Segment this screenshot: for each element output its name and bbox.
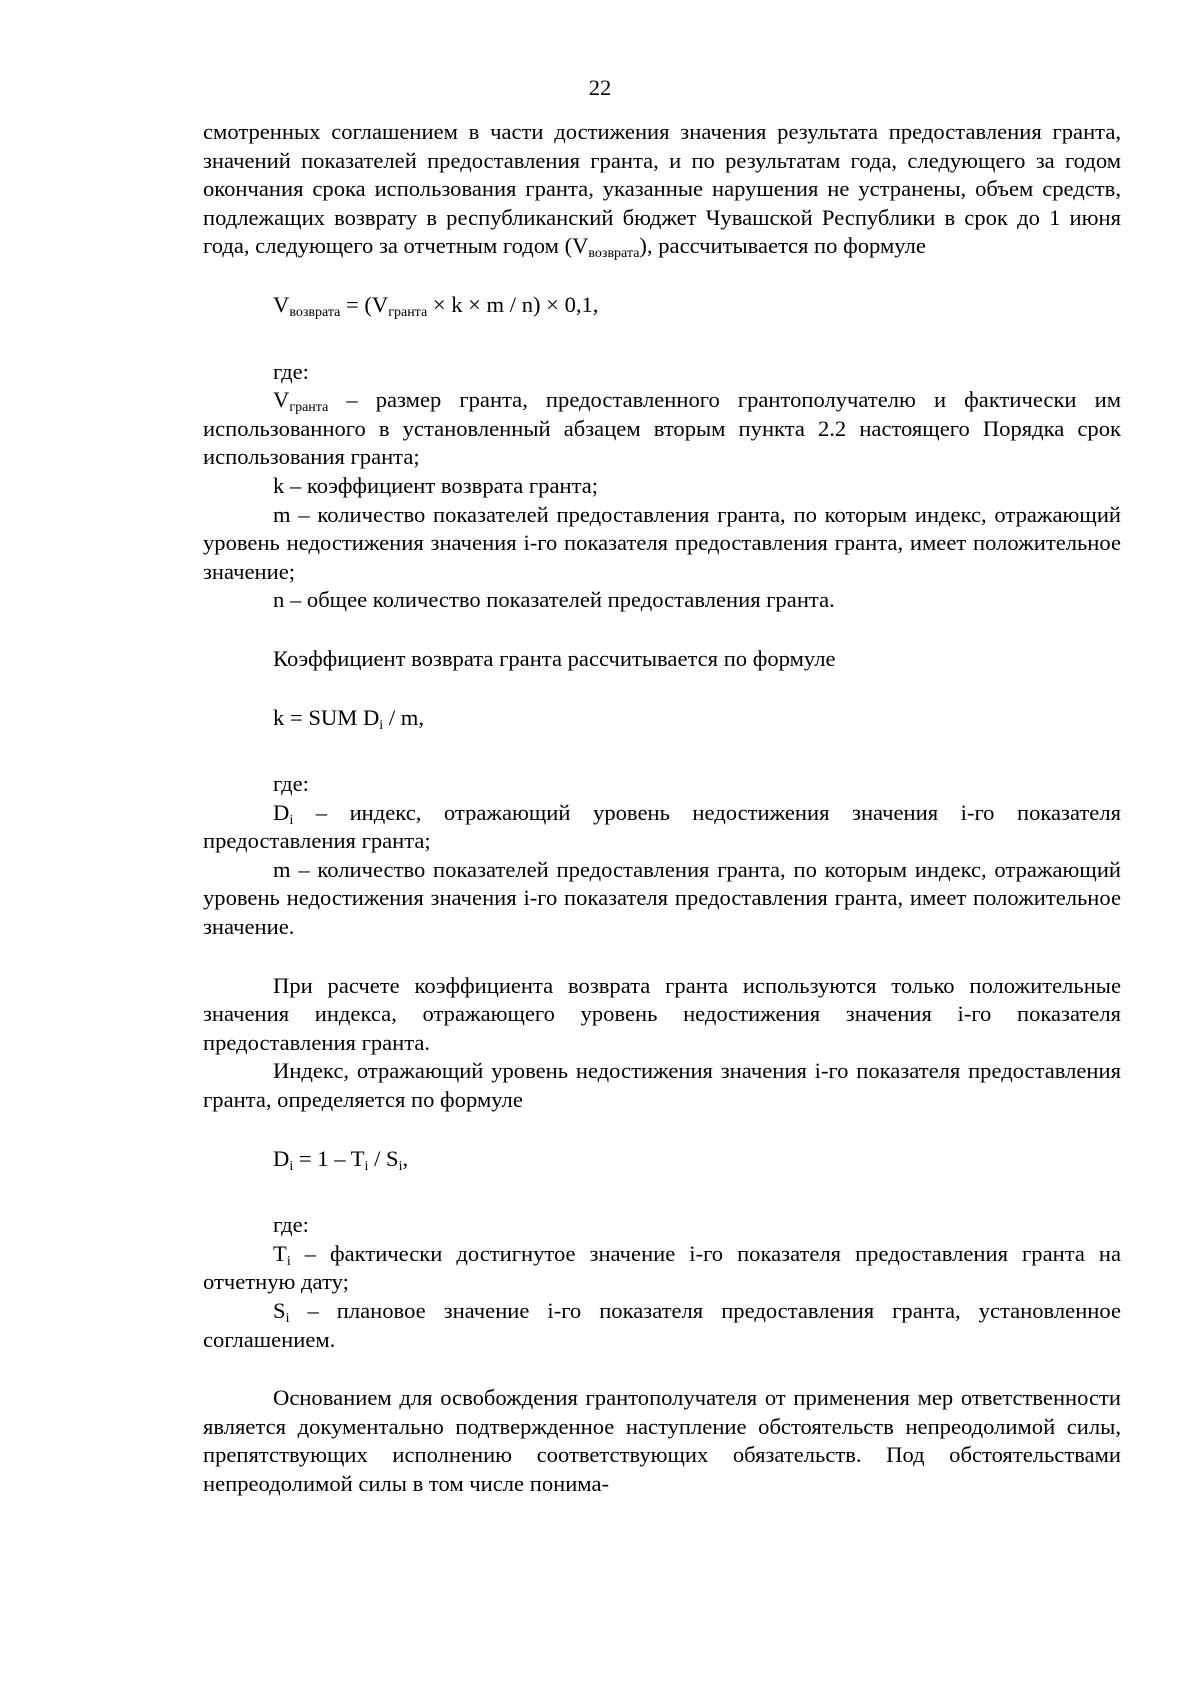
paragraph-text: смотренных соглашением в части достижения значения результата предоставления гранта, значений показателей предоставления гранта, и по результатам года, следующего за годом окончания срока использования гранта, указанные нарушения не устранены, объем средств, подлежащих возврату в республиканский бюджет Чувашской Республики в срок до 1 июня года, следующего за отчетным годом (V bbox=[203, 119, 1121, 259]
subscript: i bbox=[289, 1158, 294, 1174]
subscript: гранта bbox=[388, 304, 428, 320]
spacer bbox=[203, 1115, 1121, 1145]
where-label: где: bbox=[273, 1212, 309, 1238]
spacer bbox=[203, 942, 1121, 972]
formula-part: D bbox=[273, 1145, 290, 1171]
definition-symbol: S bbox=[273, 1298, 286, 1323]
where-label: где: bbox=[273, 771, 309, 797]
definition-text: – фактически достигнутое значение i-го показателя предоставления гранта на отчетную дату; bbox=[203, 1240, 1121, 1295]
definition-m: m – количество показателей предоставления гранта, по которым индекс, отражающий уровень недостижения значения i-го показателя предоставления гранта, имеет положительное значение. bbox=[203, 856, 1121, 940]
definition-t bbox=[203, 1240, 1121, 1297]
definition-v-grant bbox=[203, 386, 1121, 472]
definition-m: m – количество показателей предоставления гранта, по которым индекс, отражающий уровень недостижения значения i-го показателя предоставления гранта, имеет положительное значение; bbox=[203, 501, 1121, 584]
formula-part: = (V bbox=[340, 291, 389, 317]
coefficient-intro: Коэффициент возврата гранта рассчитывается по формуле bbox=[273, 645, 836, 671]
spacer bbox=[203, 615, 1121, 645]
formula-part: , bbox=[402, 1145, 409, 1171]
where-label: где: bbox=[273, 358, 309, 384]
page-number: 22 bbox=[588, 75, 612, 100]
definition-k: k – коэффициент возврата гранта; bbox=[273, 472, 599, 498]
definition-d bbox=[203, 799, 1121, 856]
definition-text: – размер гранта, предоставленного грантополучателю и фактически им использованного в установленный абзацем вторым пункта 2.2 настоящего Порядка срок использования гранта; bbox=[203, 387, 1121, 470]
page-body bbox=[203, 118, 1121, 1499]
formula-coefficient bbox=[203, 704, 1121, 733]
formula-part: = 1 – T bbox=[293, 1145, 365, 1171]
definition-s bbox=[203, 1297, 1121, 1354]
formula-symbol: V bbox=[273, 291, 290, 317]
definition-n: n – общее количество показателей предоставления гранта. bbox=[273, 587, 835, 613]
spacer bbox=[203, 320, 1121, 358]
formula-refund bbox=[203, 291, 1121, 320]
subscript: i bbox=[379, 717, 384, 733]
definition-text: – плановое значение i-го показателя предоставления гранта, установленное соглашением. bbox=[203, 1298, 1121, 1352]
paragraph-refund-volume bbox=[203, 118, 1121, 261]
paragraph-force-majeure: Основанием для освобождения грантополучателя от применения мер ответственности является документально подтвержденное наступление обстоятельств непреодолимой силы, препятствующих исполнению соответствующих обязательств. Под обстоятельствами непреодолимой силы в том числе понима- bbox=[203, 1385, 1121, 1496]
spacer bbox=[203, 1354, 1121, 1384]
formula-part: k = SUM D bbox=[273, 704, 380, 730]
subscript: i bbox=[285, 1311, 290, 1326]
paragraph-calculation: При расчете коэффициента возврата гранта используются только положительные значения индекса, отражающего уровень недостижения значения i-го показателя предоставления гранта. bbox=[203, 972, 1121, 1055]
formula-index bbox=[203, 1145, 1121, 1174]
spacer bbox=[203, 732, 1121, 770]
subscript: i bbox=[398, 1158, 403, 1174]
subscript: i bbox=[289, 812, 294, 828]
spacer bbox=[203, 674, 1121, 704]
subscript: возврата bbox=[289, 304, 341, 320]
definition-symbol: V bbox=[273, 387, 290, 413]
subscript: гранта bbox=[289, 400, 329, 416]
formula-part: × k × m / n) × 0,1, bbox=[427, 291, 599, 317]
paragraph-index: Индекс, отражающий уровень недостижения значения i-го показателя предоставления гранта, определяется по формуле bbox=[203, 1058, 1121, 1113]
paragraph-text-tail: ), рассчитываетcя по формуле bbox=[639, 233, 926, 259]
definition-text: – индекс, отражающий уровень недостижения значения i-го показателя предоставления гранта; bbox=[203, 799, 1121, 854]
spacer bbox=[203, 1173, 1121, 1211]
formula-part: / S bbox=[368, 1145, 399, 1171]
spacer bbox=[203, 261, 1121, 291]
definition-symbol: D bbox=[273, 799, 290, 825]
subscript: i bbox=[286, 1253, 291, 1269]
formula-part: / m, bbox=[383, 704, 424, 730]
subscript: i bbox=[364, 1158, 369, 1174]
subscript: возврата bbox=[588, 246, 640, 262]
definition-symbol: T bbox=[273, 1240, 287, 1266]
